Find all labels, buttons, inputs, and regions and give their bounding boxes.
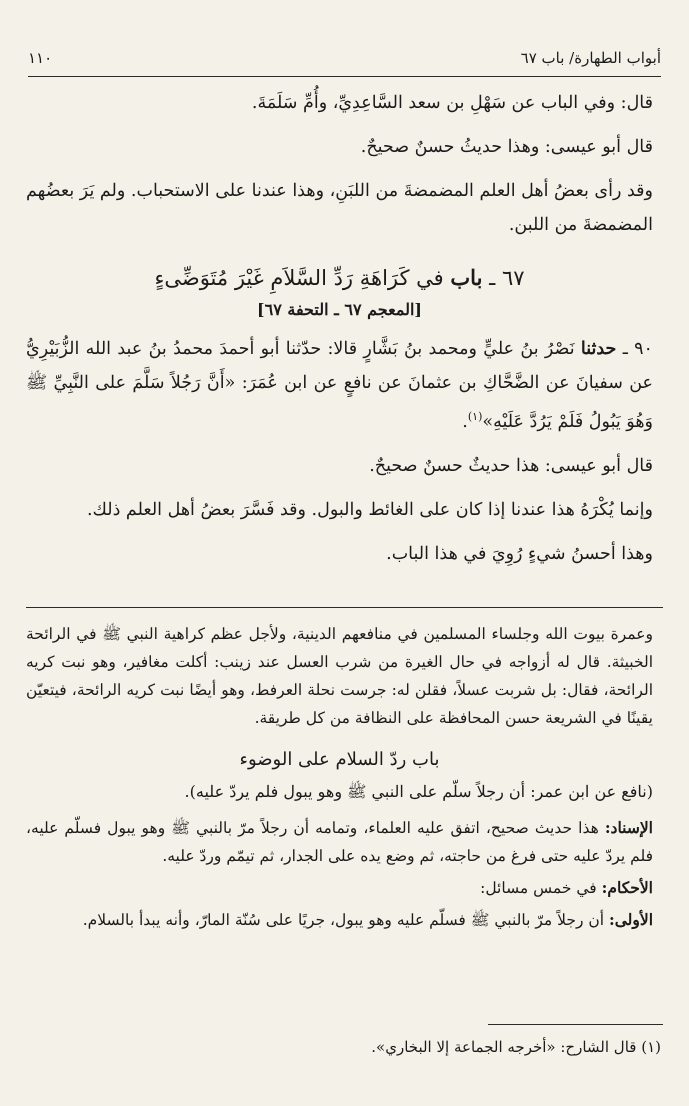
- ahkam-label: الأحكام:: [601, 878, 653, 897]
- paragraph: وهذا أحسنُ شيءٍ رُوِيَ في هذا الباب.: [386, 543, 653, 564]
- header-divider: [28, 76, 661, 77]
- paragraph: قال أبو عيسى: هذا حديثٌ حسنٌ صحيحٌ.: [369, 455, 653, 476]
- footnote: (١) قال الشارح: «أخرجه الجماعة إلا البخاري».: [371, 1038, 661, 1056]
- hadith-text: نَصْرُ بنُ عليٍّ ومحمد بنُ بَشَّارٍ قالا: حدّثنا أبو أحمدَ محمدُ بنُ عبد الله الزُّبَيْرِيُّ عن سفيانَ عن الضَّحَّاكِ بن عثمانَ عن نافعٍ عن ابن عُمَرَ: «أَنَّ رَجُلاً سَلَّمَ على النَّبِيِّ ﷺ وَهُوَ يَبُولُ فَلَمْ يَرُدَّ عَلَيْهِ»: [26, 339, 653, 432]
- ula-label: الأولى:: [609, 910, 653, 929]
- commentary-paragraph: وعمرة بيوت الله وجلساء المسلمين في منافعهم الدينية، ولأجل عظم كراهية النبي ﷺ في الرائحة الخبيثة. قال له أزواجه في حال الغيرة من شرب العسل عند زينب: أكلت مغافير، وهو نبت كريه الرائحة، فقال: بل شربت عسلاً، فقلن له: جرست نحلة العرفط، وهو أيضًا نبت كريه الرائحة، فيتعيّن يقينًا في الشريعة حسن المحافظة على النظافة من كل طريقة.: [26, 625, 653, 727]
- ahkam-text: في خمس مسائل:: [480, 879, 597, 897]
- hadith-paragraph: ٩٠ ـ حدثنا نَصْرُ بنُ عليٍّ ومحمد بنُ بَشَّارٍ قالا: حدّثنا أبو أحمدَ محمدُ بنُ عبد الله الزُّبَيْرِيُّ عن سفيانَ عن الضَّحَّاكِ بن عثمانَ عن نافعٍ عن ابن عُمَرَ: «أَنَّ رَجُلاً سَلَّمَ على النَّبِيِّ ﷺ وَهُوَ يَبُولُ فَلَمْ يَرُدَّ عَلَيْهِ»$^{(١)}$.: [26, 339, 653, 432]
- page-number: ١١٠: [28, 49, 53, 67]
- chapter-bab-word: باب: [450, 265, 483, 290]
- chapter-reference: [المعجم ٦٧ ـ التحفة ٦٧]: [257, 300, 422, 319]
- main-text: [26, 86, 653, 581]
- isnad-text: هذا حديث صحيح، اتفق عليه العلماء، وتمامه أن رجلاً مرّ بالنبي ﷺ وهو يبول فسلّم عليه، فلم يردّ عليه حتى فرغ من حاجته، ثم وضع يده على الجدار، ثم تيمّم وردّ عليه.: [26, 819, 653, 865]
- commentary-subheading: (نافع عن ابن عمر: أن رجلاً سلّم على النبي ﷺ وهو يبول فلم يردّ عليه).: [184, 782, 653, 801]
- footnote-marker[interactable]: (١): [467, 410, 483, 423]
- chapter-title-text: في كَرَاهَةِ رَدِّ السَّلاَمِ غَيْرَ مُتَوَضِّىءٍ: [154, 266, 444, 290]
- running-title: أبواب الطهارة/ باب ٦٧: [520, 49, 661, 67]
- chapter-title: [26, 260, 653, 296]
- ahkam-paragraph: [26, 874, 653, 902]
- commentary-heading: باب ردّ السلام على الوضوء: [239, 749, 440, 770]
- chapter-number: ٦٧ ـ: [489, 266, 525, 290]
- paragraph: قال أبو عيسى: وهذا حديثُ حسنٌ صحيحٌ.: [360, 137, 653, 157]
- paragraph: وإنما يُكْرَهُ هذا عندنا إذا كان على الغائط والبول. وقد فَسَّرَ بعضُ أهل العلم ذلك.: [86, 499, 653, 520]
- footnote-divider: [488, 1024, 663, 1025]
- isnad-label: الإسناد:: [604, 818, 653, 837]
- page-header: [28, 46, 661, 70]
- isnad-paragraph: [26, 814, 653, 870]
- paragraph: قال: وفي الباب عن سَهْلِ بن سعد السَّاعِدِيِّ، وأُمِّ سَلَمَةَ.: [251, 93, 653, 113]
- commentary-section: [26, 620, 653, 938]
- hadith-lead-word: حدثنا: [580, 339, 617, 359]
- paragraph: وقد رأى بعضُ أهل العلم المضمضةَ من اللبَنِ، وهذا عندنا على الاستحباب. ولم يَرَ بعضُهم المضمضةَ من اللبن.: [26, 181, 653, 235]
- ula-paragraph: [26, 906, 653, 934]
- hadith-number: ٩٠ ـ: [622, 339, 653, 359]
- commentary-divider: [26, 607, 663, 608]
- ula-text: أن رجلاً مرّ بالنبي ﷺ فسلّم عليه وهو يبول، جريًا على سُنّة المارّ، وأنه يبدأ بالسلام.: [82, 911, 605, 929]
